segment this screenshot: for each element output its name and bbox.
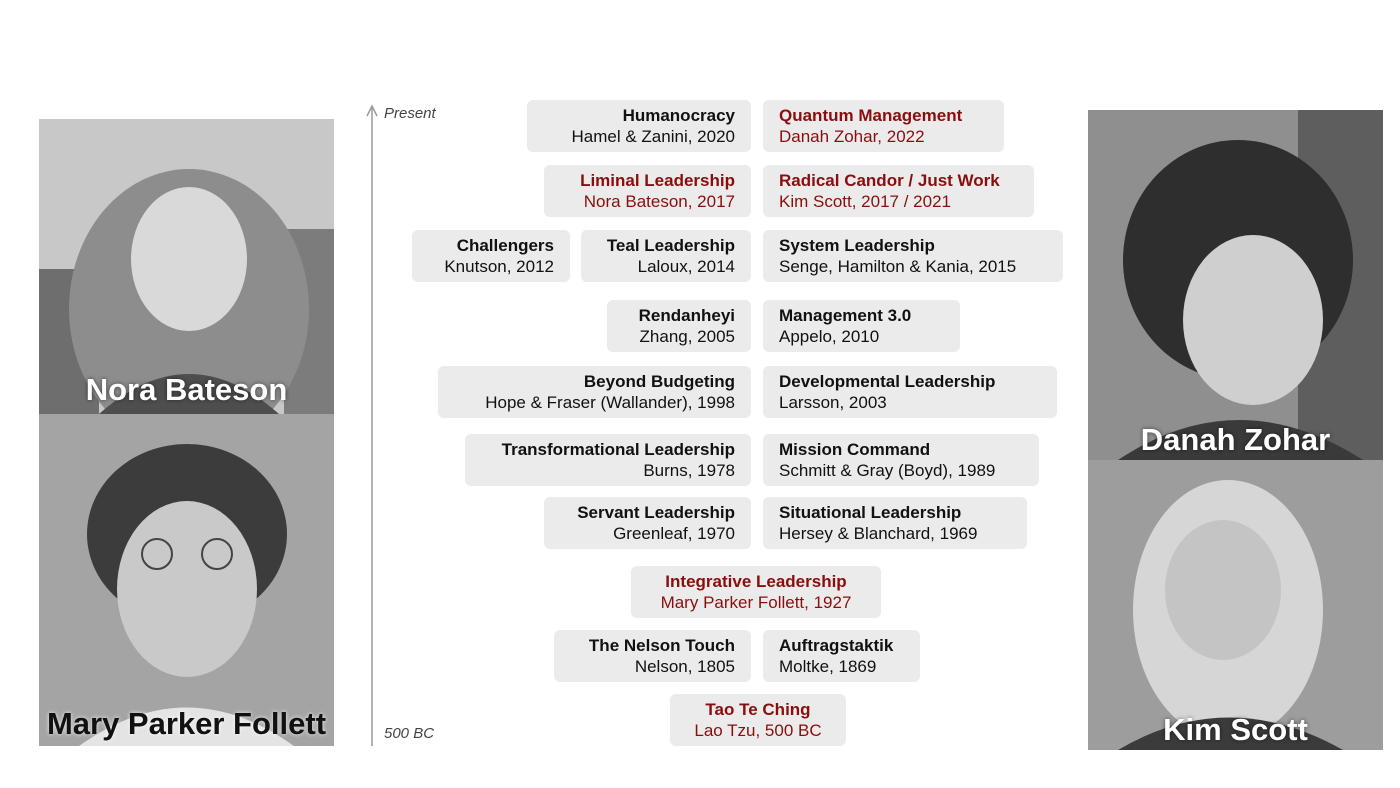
photo-caption: Kim Scott <box>1163 712 1308 747</box>
card-subtitle: Larsson, 2003 <box>779 393 887 412</box>
card-title: Beyond Budgeting <box>583 372 735 391</box>
card-subtitle: Appelo, 2010 <box>779 327 880 346</box>
card-subtitle: Knutson, 2012 <box>444 257 554 276</box>
card-developmental-leadership <box>763 366 1057 418</box>
portrait-image <box>39 119 334 414</box>
card-title: Transformational Leadership <box>501 440 735 459</box>
card-subtitle: Hersey & Blanchard, 1969 <box>779 524 978 543</box>
card-title: Auftragstaktik <box>779 636 894 655</box>
card-beyond-budgeting <box>438 366 751 418</box>
card-subtitle: Mary Parker Follett, 1927 <box>660 593 852 612</box>
photo-nora-bateson <box>39 119 334 414</box>
card-title: Developmental Leadership <box>779 372 996 391</box>
photo-caption: Danah Zohar <box>1140 422 1331 457</box>
portrait-image <box>1088 110 1383 460</box>
axis-bottom-label: 500 BC <box>384 725 435 742</box>
photo-kim-scott <box>1088 460 1383 750</box>
card-title: Management 3.0 <box>779 306 912 325</box>
card-transformational-leadership <box>465 434 751 486</box>
card-tao-te-ching <box>670 694 846 746</box>
portrait-image <box>39 414 334 746</box>
card-title: The Nelson Touch <box>588 636 735 655</box>
card-subtitle: Greenleaf, 1970 <box>613 524 735 543</box>
card-management-3 <box>763 300 960 352</box>
card-subtitle: Burns, 1978 <box>643 461 735 480</box>
card-title: Radical Candor / Just Work <box>779 171 1000 190</box>
card-auftragstaktik <box>763 630 920 682</box>
card-subtitle: Nelson, 1805 <box>634 657 735 676</box>
card-subtitle: Kim Scott, 2017 / 2021 <box>779 192 951 211</box>
card-title: Teal Leadership <box>606 236 735 255</box>
card-subtitle: Zhang, 2005 <box>639 327 735 346</box>
card-subtitle: Nora Bateson, 2017 <box>583 192 735 211</box>
card-liminal-leadership <box>544 165 751 217</box>
card-title: Tao Te Ching <box>705 700 811 719</box>
portrait-image <box>1088 460 1383 750</box>
card-title: Integrative Leadership <box>665 572 847 591</box>
card-nelson-touch <box>554 630 751 682</box>
card-subtitle: Schmitt & Gray (Boyd), 1989 <box>779 461 996 480</box>
card-title: Situational Leadership <box>779 503 962 522</box>
timeline-axis <box>362 100 382 750</box>
card-subtitle: Senge, Hamilton & Kania, 2015 <box>779 257 1017 276</box>
card-title: Liminal Leadership <box>580 171 735 190</box>
card-situational-leadership <box>763 497 1027 549</box>
card-subtitle: Hope & Fraser (Wallander), 1998 <box>485 393 735 412</box>
card-quantum-management <box>763 100 1004 152</box>
card-title: Servant Leadership <box>577 503 735 522</box>
axis-top-label: Present <box>384 105 436 122</box>
card-rendanheyi <box>607 300 751 352</box>
card-challengers <box>412 230 570 282</box>
photo-mary-parker-follett <box>39 414 334 746</box>
card-integrative-leadership <box>631 566 881 618</box>
card-mission-command <box>763 434 1039 486</box>
card-teal-leadership <box>581 230 751 282</box>
photo-danah-zohar <box>1088 110 1383 460</box>
card-title: Humanocracy <box>622 106 735 125</box>
card-title: Challengers <box>456 236 554 255</box>
card-subtitle: Hamel & Zanini, 2020 <box>571 127 735 146</box>
card-radical-candor <box>763 165 1034 217</box>
card-subtitle: Laloux, 2014 <box>637 257 735 276</box>
card-title: Mission Command <box>779 440 931 459</box>
card-system-leadership <box>763 230 1063 282</box>
photo-caption: Nora Bateson <box>85 372 288 407</box>
card-title: System Leadership <box>779 236 935 255</box>
card-humanocracy <box>527 100 751 152</box>
card-subtitle: Moltke, 1869 <box>779 657 877 676</box>
card-title: Quantum Management <box>779 106 963 125</box>
card-title: Rendanheyi <box>638 306 735 325</box>
photo-caption: Mary Parker Follett <box>46 706 327 741</box>
card-subtitle: Lao Tzu, 500 BC <box>694 721 822 740</box>
card-servant-leadership <box>544 497 751 549</box>
card-subtitle: Danah Zohar, 2022 <box>779 127 925 146</box>
